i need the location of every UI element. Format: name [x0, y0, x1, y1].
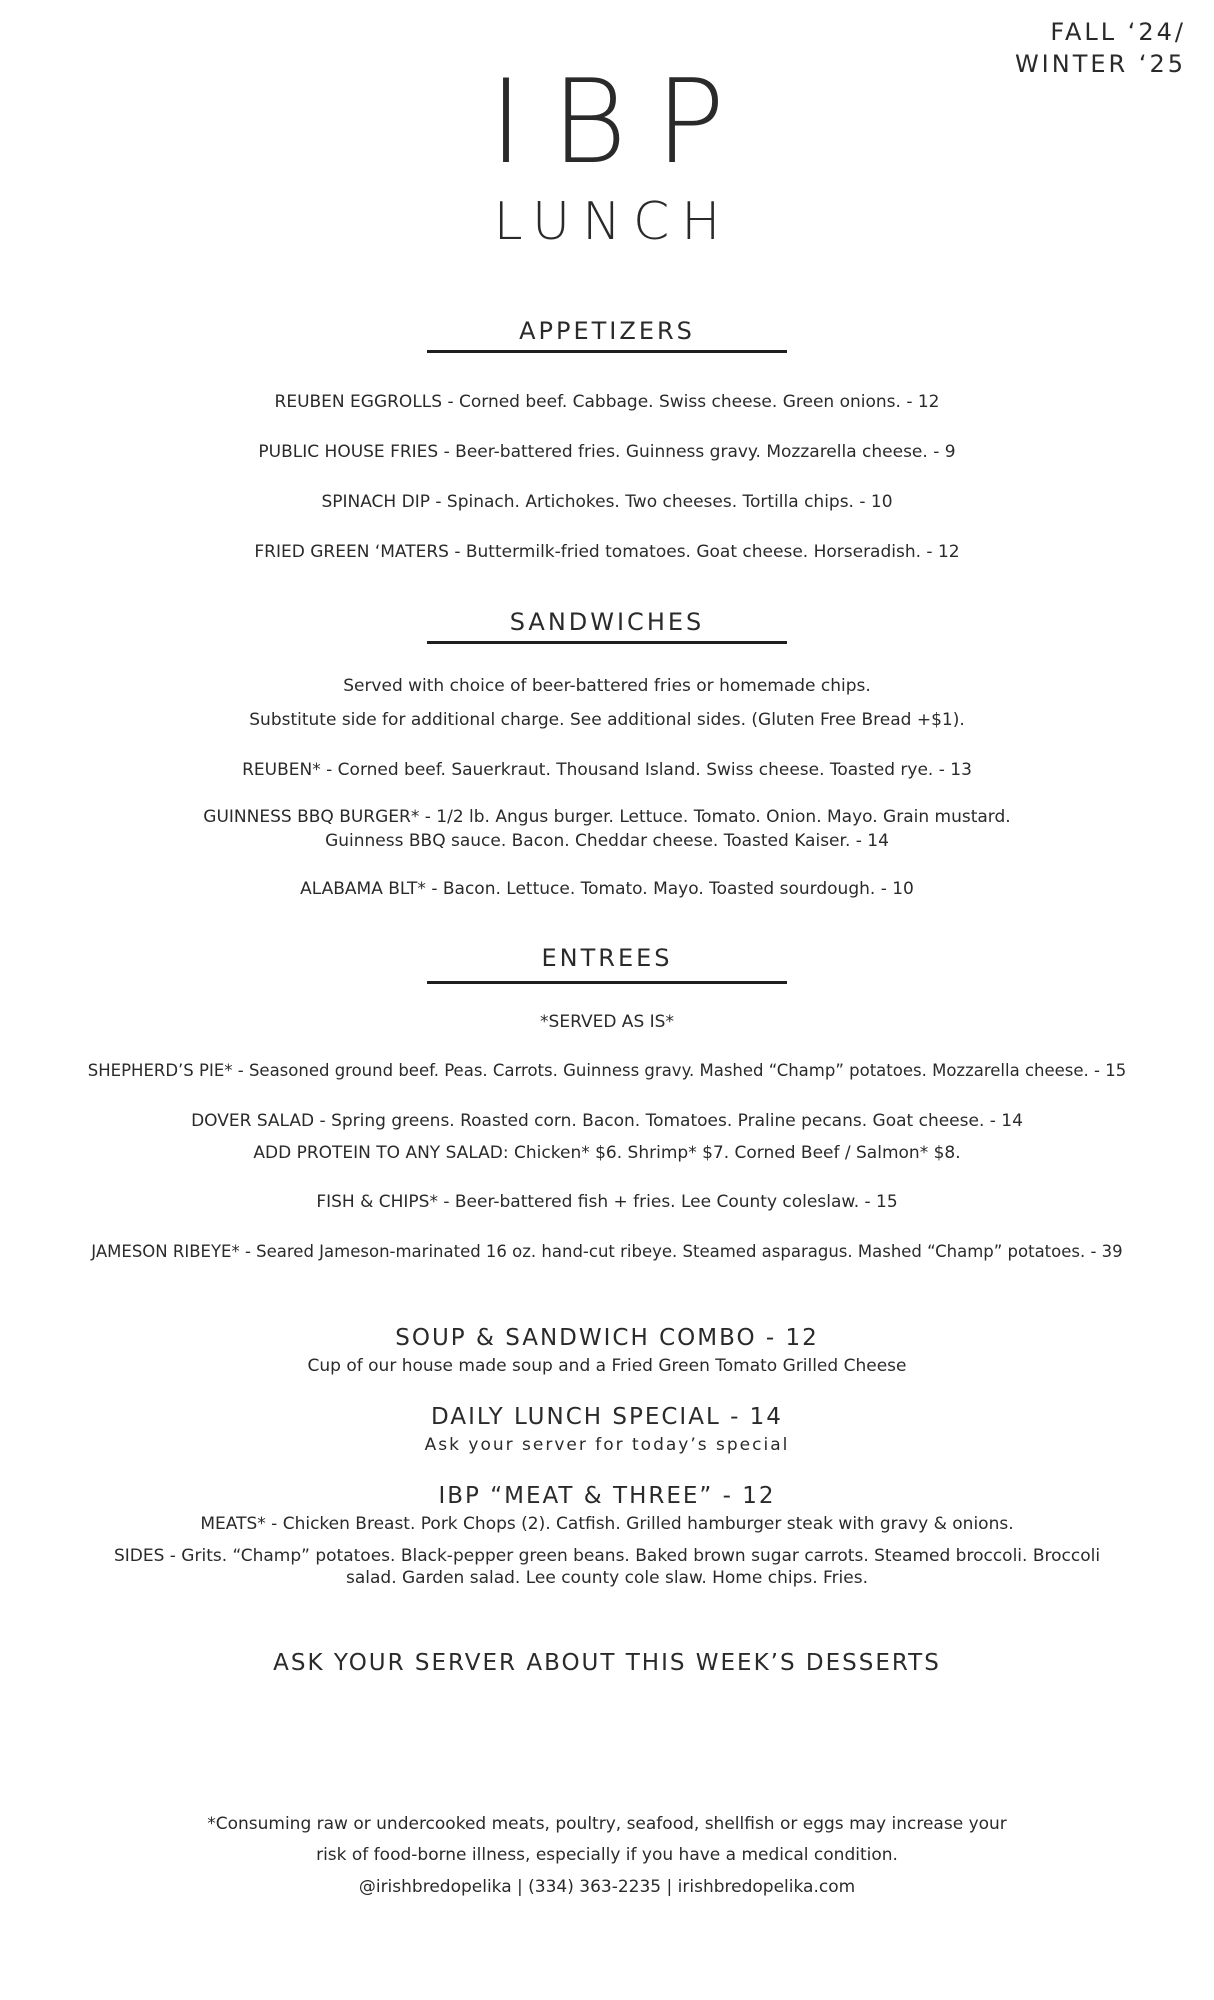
menu-item: SPINACH DIP - Spinach. Artichokes. Two cheeses. Tortilla chips. - 10: [321, 492, 893, 512]
menu-item: PUBLIC HOUSE FRIES - Beer-battered fries. Guinness gravy. Mozzarella cheese. - 9: [258, 442, 956, 462]
menu-item: JAMESON RIBEYE* - Seared Jameson-marinated 16 oz. hand-cut ribeye. Steamed asparagus. Mashed “Champ” potatoes. - 39: [91, 1242, 1123, 1261]
sandwiches-note: Substitute side for additional charge. See additional sides. (Gluten Free Bread +$1).: [249, 710, 965, 730]
daily-special-heading: DAILY LUNCH SPECIAL - 14: [431, 1404, 783, 1430]
food-safety-warning-continued: risk of food-borne illness, especially if you have a medical condition.: [316, 1845, 898, 1865]
entrees-heading: ENTREES: [541, 944, 673, 972]
menu-item: GUINNESS BBQ BURGER* - 1/2 lb. Angus burger. Lettuce. Tomato. Onion. Mayo. Grain mustard.: [203, 807, 1011, 827]
brand-logo: IBP: [488, 55, 754, 190]
salad-protein-addon: ADD PROTEIN TO ANY SALAD: Chicken* $6. Shrimp* $7. Corned Beef / Salmon* $8.: [253, 1143, 961, 1163]
meat-three-sides-continued: salad. Garden salad. Lee county cole slaw. Home chips. Fries.: [345, 1568, 869, 1588]
sandwiches-divider: [427, 641, 787, 644]
menu-item: FRIED GREEN ‘MATERS - Buttermilk-fried tomatoes. Goat cheese. Horseradish. - 12: [254, 542, 960, 562]
menu-item: ALABAMA BLT* - Bacon. Lettuce. Tomato. Mayo. Toasted sourdough. - 10: [300, 879, 914, 899]
menu-item: DOVER SALAD - Spring greens. Roasted corn. Bacon. Tomatoes. Praline pecans. Goat cheese. - 14: [191, 1111, 1023, 1131]
entrees-note: *SERVED AS IS*: [540, 1012, 674, 1032]
menu-title: LUNCH: [493, 192, 733, 252]
menu-item: REUBEN* - Corned beef. Sauerkraut. Thousand Island. Swiss cheese. Toasted rye. - 13: [242, 760, 972, 780]
menu-item: SHEPHERD’S PIE* - Seasoned ground beef. Peas. Carrots. Guinness gravy. Mashed “Champ” potatoes. Mozzarella cheese. - 15: [87, 1061, 1127, 1080]
meat-three-sides: SIDES - Grits. “Champ” potatoes. Black-pepper green beans. Baked brown sugar carrots. Steamed broccoli. Broccoli: [113, 1546, 1101, 1566]
food-safety-warning: *Consuming raw or undercooked meats, poultry, seafood, shellfish or eggs may increase your: [207, 1814, 1007, 1834]
sandwiches-note: Served with choice of beer-battered fries or homemade chips.: [343, 676, 871, 696]
entrees-divider: [427, 981, 787, 984]
appetizers-divider: [427, 350, 787, 353]
meat-three-meats: MEATS* - Chicken Breast. Pork Chops (2). Catfish. Grilled hamburger steak with gravy & onions.: [200, 1514, 1014, 1534]
desserts-notice: ASK YOUR SERVER ABOUT THIS WEEK’S DESSERTS: [273, 1650, 941, 1676]
combo-heading: SOUP & SANDWICH COMBO - 12: [395, 1325, 819, 1351]
menu-item: FISH & CHIPS* - Beer-battered fish + fries. Lee County coleslaw. - 15: [316, 1192, 898, 1212]
season-line-2: WINTER ‘25: [1014, 50, 1186, 78]
daily-special-description: Ask your server for today’s special: [424, 1435, 790, 1455]
menu-item-continued: Guinness BBQ sauce. Bacon. Cheddar cheese. Toasted Kaiser. - 14: [325, 831, 889, 851]
menu-item: REUBEN EGGROLLS - Corned beef. Cabbage. Swiss cheese. Green onions. - 12: [274, 392, 940, 412]
combo-description: Cup of our house made soup and a Fried Green Tomato Grilled Cheese: [307, 1356, 907, 1376]
meat-three-heading: IBP “MEAT & THREE” - 12: [438, 1483, 776, 1509]
season-line-1: FALL ‘24/: [1050, 18, 1186, 46]
contact-info: @irishbredopelika | (334) 363-2235 | irishbredopelika.com: [358, 1877, 856, 1897]
appetizers-heading: APPETIZERS: [519, 317, 695, 345]
sandwiches-heading: SANDWICHES: [509, 608, 705, 636]
